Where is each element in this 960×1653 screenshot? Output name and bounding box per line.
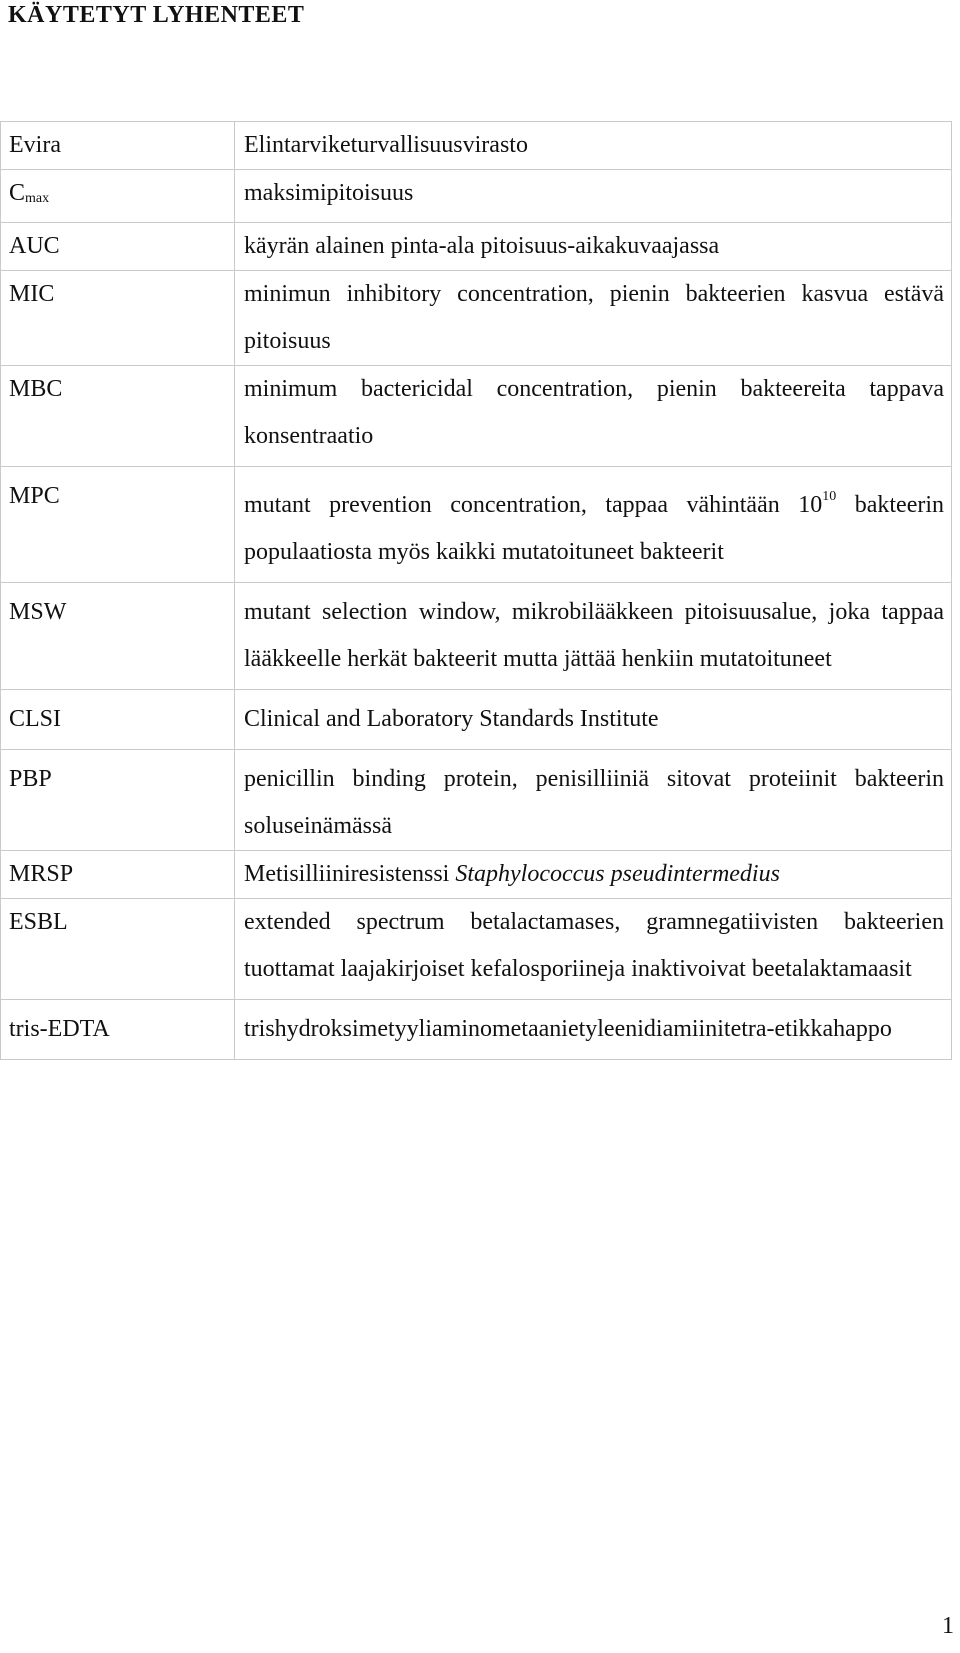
definition-text: bakteerin populaatiosta myös kaikki mutatoituneet bakteerit [244, 492, 945, 565]
abbreviation-definition: Elintarviketurvallisuusvirasto [235, 122, 952, 170]
table-row [1, 1000, 952, 1060]
definition-species-name: Staphylococcus pseudintermedius [455, 861, 780, 887]
abbreviation-term: MIC [1, 271, 235, 366]
table-row [1, 851, 952, 899]
table-row [1, 366, 952, 467]
definition-text: mutant prevention concentration, tappaa vähintään 10 [244, 492, 823, 518]
table-row [1, 271, 952, 366]
abbreviation-term: AUC [1, 223, 235, 271]
abbreviation-term: MBC [1, 366, 235, 467]
table-row [1, 690, 952, 750]
page-title: KÄYTETYT LYHENTEET [8, 2, 305, 28]
abbreviation-definition: mutant selection window, mikrobilääkkeen pitoisuusalue, joka tappaa lääkkeelle herkät bakteerit mutta jättää henkiin mutatoituneet [235, 583, 952, 690]
table-row [1, 122, 952, 170]
abbreviation-definition [235, 467, 952, 583]
abbreviation-term: MPC [1, 467, 235, 583]
table-row [1, 583, 952, 690]
term-base: C [9, 180, 26, 206]
table-row [1, 899, 952, 1000]
term-subscript: max [25, 191, 50, 206]
abbreviation-term: MSW [1, 583, 235, 690]
abbreviation-definition: Clinical and Laboratory Standards Institute [235, 690, 952, 750]
abbreviation-definition: extended spectrum betalactamases, gramnegatiivisten bakteerien tuottamat laajakirjoiset kefalosporiineja inaktivoivat beetalaktamaasit [235, 899, 952, 1000]
definition-superscript: 10 [822, 489, 837, 504]
abbreviation-definition: penicillin binding protein, penisilliiniä sitovat proteiinit bakteerin soluseinämässä [235, 750, 952, 851]
abbreviation-term: CLSI [1, 690, 235, 750]
abbreviation-term: MRSP [1, 851, 235, 899]
page-number: 1 [942, 1613, 954, 1639]
abbreviation-definition: maksimipitoisuus [235, 170, 952, 223]
abbreviation-term [1, 170, 235, 223]
table-row [1, 467, 952, 583]
abbreviation-definition [235, 851, 952, 899]
table-row [1, 750, 952, 851]
abbreviation-term: tris-EDTA [1, 1000, 235, 1060]
definition-text: Metisilliiniresistenssi [244, 861, 456, 887]
table-row [1, 223, 952, 271]
abbreviation-definition: minimun inhibitory concentration, pienin bakteerien kasvua estävä pitoisuus [235, 271, 952, 366]
abbreviation-definition: käyrän alainen pinta-ala pitoisuus-aikakuvaajassa [235, 223, 952, 271]
table-row [1, 170, 952, 223]
abbreviation-term: ESBL [1, 899, 235, 1000]
abbreviation-term: PBP [1, 750, 235, 851]
abbreviation-definition: trishydroksimetyyliaminometaanietyleenidiamiinitetra-etikkahappo [235, 1000, 952, 1060]
abbreviations-table [0, 121, 952, 1060]
abbreviation-definition: minimum bactericidal concentration, pienin bakteereita tappava konsentraatio [235, 366, 952, 467]
abbreviation-term: Evira [1, 122, 235, 170]
